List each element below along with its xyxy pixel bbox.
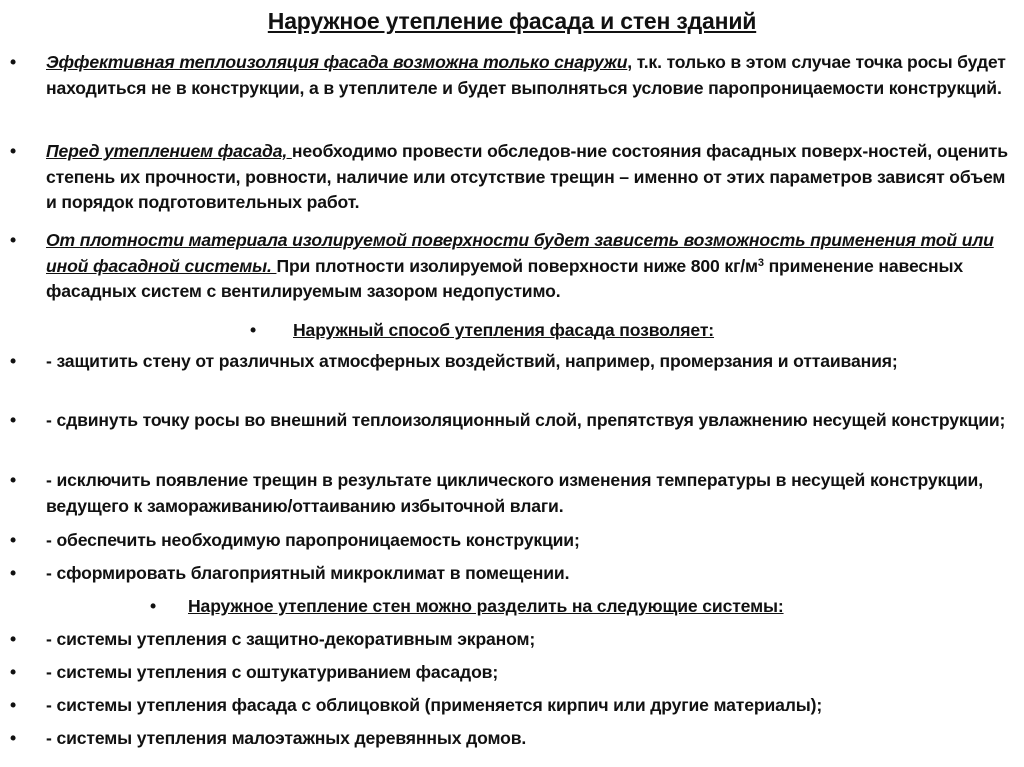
list-item-text: - исключить появление трещин в результате циклического изменения температуры в несущей конструкции, ведущего к замораживанию/оттаиванию избыточной влаги. xyxy=(46,470,983,516)
list-item-text: - сформировать благоприятный микроклимат в помещении. xyxy=(46,563,570,583)
bullet-icon: • xyxy=(9,662,16,682)
bullet-icon: • xyxy=(9,530,16,550)
bullet-icon: • xyxy=(9,141,16,161)
bullet-icon: • xyxy=(9,351,16,371)
list-item-text: - защитить стену от различных атмосферных воздействий, например, промерзания и оттаивания; xyxy=(46,351,898,371)
list-item-text: - системы утепления малоэтажных деревянных домов. xyxy=(46,728,527,748)
list-item-text xyxy=(46,139,1008,216)
body-text: применение навесных фасадных систем с вентилируемым зазором недопустимо. xyxy=(46,255,964,301)
list-item-text xyxy=(46,228,1008,305)
bullet-icon: • xyxy=(9,695,16,715)
bullet-icon: • xyxy=(9,629,16,649)
bullet-icon: • xyxy=(9,563,16,583)
section-heading-text: Наружное утепление стен можно разделить на следующие системы: xyxy=(188,596,784,616)
list-item-text xyxy=(46,50,1008,101)
bullet-icon: • xyxy=(250,320,257,340)
bullet-icon: • xyxy=(9,410,16,430)
list-item-text: - системы утепления с оштукатуриванием фасадов; xyxy=(46,662,499,682)
emphasis-text: Эффективная теплоизоляция фасада возможна только снаружи xyxy=(46,52,628,72)
body-text: необходимо провести обследов-ние состояния фасадных поверх-ностей, оценить степень их прочности, ровности, наличие или отсутствие трещин – именно от этих параметров зависят объем и порядок подготовительных работ. xyxy=(46,141,1008,212)
bullet-icon: • xyxy=(9,728,16,748)
list-item-text: - сдвинуть точку росы во внешний теплоизоляционный слой, препятствуя увлажнению несущей конструкции; xyxy=(46,410,1006,430)
bullet-icon: • xyxy=(9,470,16,490)
list-item-text: - обеспечить необходимую паропроницаемость конструкции; xyxy=(46,530,580,550)
list-item-text: - системы утепления с защитно-декоративным экраном; xyxy=(46,629,536,649)
bullet-icon: • xyxy=(9,52,16,72)
page-title: Наружное утепление фасада и стен зданий xyxy=(267,8,757,34)
superscript: 3 xyxy=(757,256,764,269)
body-text: , т.к. только в этом случае точка росы будет находиться не в конструкции, а в утеплителе и будет выполняться условие паропроницаемости конструкций. xyxy=(46,52,1006,98)
bullet-icon: • xyxy=(9,230,16,250)
emphasis-text: Перед утеплением фасада, xyxy=(46,141,292,161)
body-text: При плотности изолируемой поверхности ниже 800 кг/м xyxy=(276,255,758,276)
section-heading-text: Наружный способ утепления фасада позволяет: xyxy=(293,320,715,340)
list-item-text: - системы утепления фасада с облицовкой (применяется кирпич или другие материалы); xyxy=(46,695,823,715)
bullet-icon: • xyxy=(150,596,157,616)
emphasis-text: От плотности материала изолируемой поверхности будет зависеть возможность применения той или иной фасадной системы. xyxy=(46,230,994,276)
